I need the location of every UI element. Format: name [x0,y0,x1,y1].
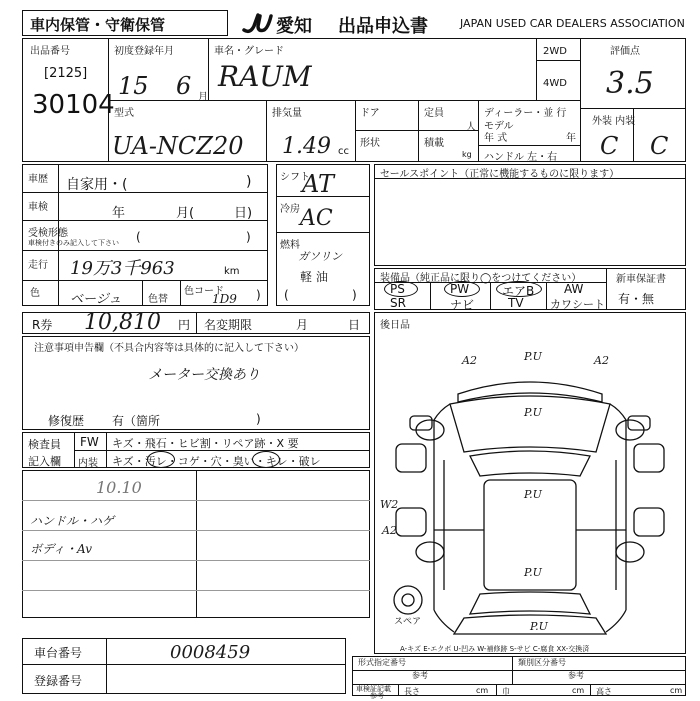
name-change-month: 月 [296,318,309,332]
chassis-label: 車台番号 [34,646,83,660]
form-spec-height-cm: cm [670,686,683,695]
fuel-label: 燃料 [280,240,300,251]
inspector-circle-stain [147,451,175,468]
form-title: 出品申込書 [338,16,428,37]
form-spec-height: 高さ [596,687,612,696]
sales-point-label: セールスポイント（正常に機能するものに限ります） [380,169,620,180]
inspector-label-1: 検査員 [28,438,61,451]
transfer-label: 受検形態 [28,228,68,239]
warranty-label: 新車保証書 [616,274,666,285]
capacity-unit: 人 [466,122,476,133]
equipment-item-ps: PS [390,282,405,296]
displacement-unit: cc [338,146,349,157]
mileage-unit: km [224,266,240,277]
doors-label: ドア [360,108,380,119]
model-value: UA-NCZ20 [112,132,244,160]
vehicle-type-label: 車歴 [28,174,48,185]
inspector-fw-text: キズ・飛石・ヒビ割・リペア跡・X 要 [112,437,299,450]
form-spec-width: 巾 [502,687,510,696]
inspector-interior: 内装 [78,458,98,469]
handwritten-top: 10.10 [96,478,142,497]
inspection-label: 車検 [28,202,48,213]
mark-front-left: A2 [462,354,477,367]
aircon-label: 冷房 [280,204,300,215]
rating-label: 評価点 [610,46,640,57]
recycle-unit: 円 [178,318,191,332]
lot-label: 出品番号 [30,46,70,57]
load-label: 積載 [424,138,444,149]
repair-label: 修復歴 [48,414,85,428]
mark-front-right: A2 [594,354,609,367]
repair-close: ) [256,412,261,426]
model-label: 型式 [114,108,134,119]
drive-4wd: 4WD [543,78,567,89]
dealer-line2: モデル [484,121,514,132]
form-spec-category-ref: 参考 [568,671,584,680]
storage-label: 車内保管・守衛保管 [30,16,166,34]
color-change-label: 色替 [148,294,168,305]
fuel-gasoline: ガソリン [298,250,342,263]
equipment-item-airbag: エアB [502,284,535,298]
mark-side-2: A2 [382,524,397,537]
car-name-value: RAUM [218,60,312,93]
mileage-label: 走行 [28,260,48,271]
form-spec-length: 長さ [404,687,420,696]
form-spec-cert-ref: 参考 [370,692,384,700]
form-spec-cert-label: 車検証記載 [356,685,391,693]
handwritten-line1: ハンドル・ハゲ [30,514,115,528]
form-spec-type-ref: 参考 [412,671,428,680]
inspector-label-2: 記入欄 [28,455,61,468]
rating-value: 3.5 [606,66,654,101]
rating-interior: C [650,132,669,160]
registration-year: 15 [118,72,149,100]
reg-number-label: 登録番号 [34,674,83,688]
form-spec-width-cm: cm [572,686,585,695]
equipment-label: 装備品（純正品に限り◯をつけてください） [380,273,582,284]
lot-number: 30104 [32,90,115,120]
equipment-item-tv: TV [508,296,524,310]
fuel-diesel: 軽 油 [300,270,328,284]
mark-hood: P.U [524,406,542,419]
recycle-value: 10,810 [84,310,161,335]
inspector-fw: FW [80,435,99,449]
inspection-month: 月( [176,206,195,221]
vehicle-type-value: 自家用・( [66,177,128,193]
mark-front-center: P.U [524,350,542,363]
equipment-item-navi: ナビ [450,298,475,312]
dealer-handle: ハンドル 左・右 [484,152,558,163]
drive-2wd: 2WD [543,46,567,57]
mark-rear: P.U [530,620,548,633]
inspection-year: 年 [112,206,126,221]
color-code-value: 1D9 [212,292,237,306]
equipment-item-leather: カワシート [550,298,605,311]
mark-trunk: P.U [524,566,542,579]
equipment-circle-airbag [496,281,542,297]
transfer-close: ) [246,230,251,244]
shift-label: シフト [280,172,310,183]
displacement-value: 1.49 [282,134,331,159]
repair-value: 有（箇所 [112,414,161,428]
equipment-circle-ps [384,281,418,297]
transfer-paren: ( [136,230,141,244]
dealer-line3: 年 式 [484,133,508,144]
equipment-item-aw: AW [564,282,584,296]
registration-month-unit: 月 [198,92,208,103]
dealer-year-unit: 年 [566,133,576,144]
equipment-item-sr: SR [390,296,406,310]
fuel-paren: ( [284,288,289,302]
color-value: ベージュ [70,292,122,307]
recycle-label: R券 [32,318,53,332]
mileage-value: 19万3千963 [70,258,175,279]
chassis-value: 0008459 [170,642,251,663]
registration-label: 初度登録年月 [114,46,174,57]
lot-sub-number: [2125] [44,66,88,81]
damage-legend: A-キズ E-エクボ U-凹み W-補修跡 S-サビ C-腐食 XX-交換済 [400,645,590,653]
equipment-circle-pw [444,281,480,297]
shift-value: AT [302,170,335,198]
notes-label: 注意事項申告欄（不具合内容等は具体的に記入して下さい） [34,343,304,354]
name-change-label: 名変期限 [204,318,253,332]
form-spec-length-cm: cm [476,686,489,695]
fuel-close: ) [352,288,357,302]
color-label: 色 [30,288,40,299]
dealer-line1: ディーラー・並 行 [484,108,567,119]
displacement-label: 排気量 [272,108,302,119]
rating-exterior: C [600,132,619,160]
capacity-label: 定員 [424,108,444,119]
form-spec-category-label: 類別区分番号 [518,658,566,667]
color-paren-close: ) [256,288,261,302]
color-code-label: 色コード [184,286,224,297]
association-name: JAPAN USED CAR DEALERS ASSOCIATION [460,17,685,30]
load-unit: kg [462,150,472,159]
form-spec-type-label: 形式指定番号 [358,658,406,667]
inspection-day: 日) [234,206,253,221]
warranty-value: 有・無 [618,292,655,306]
org-name: 愛知 [276,16,312,37]
vehicle-type-close: ) [246,174,252,190]
mark-roof: P.U [524,488,542,501]
post-day-label: 後日品 [380,320,410,331]
ju-logo-icon [240,12,276,36]
mark-side-1: W2 [380,498,399,511]
spare-label: スペア [394,617,422,627]
inspector-circle-smell [252,451,280,468]
transfer-note: 車検付きのみ記入して下さい [28,239,119,247]
car-name-label: 車名・グレード [214,46,284,57]
shape-label: 形状 [360,138,380,149]
notes-value: メーター交換あり [148,367,260,383]
registration-month: 6 [176,72,192,100]
equipment-item-pw: PW [450,282,470,296]
name-change-day: 日 [348,318,361,332]
inspector-interior-text: キズ・汚レ・コゲ・穴・臭い・キレ・破レ [112,455,321,468]
rating-ext-int-label: 外装 内装 [592,116,636,127]
handwritten-line2: ボディ・Av [30,542,92,556]
aircon-value: AC [300,206,333,231]
